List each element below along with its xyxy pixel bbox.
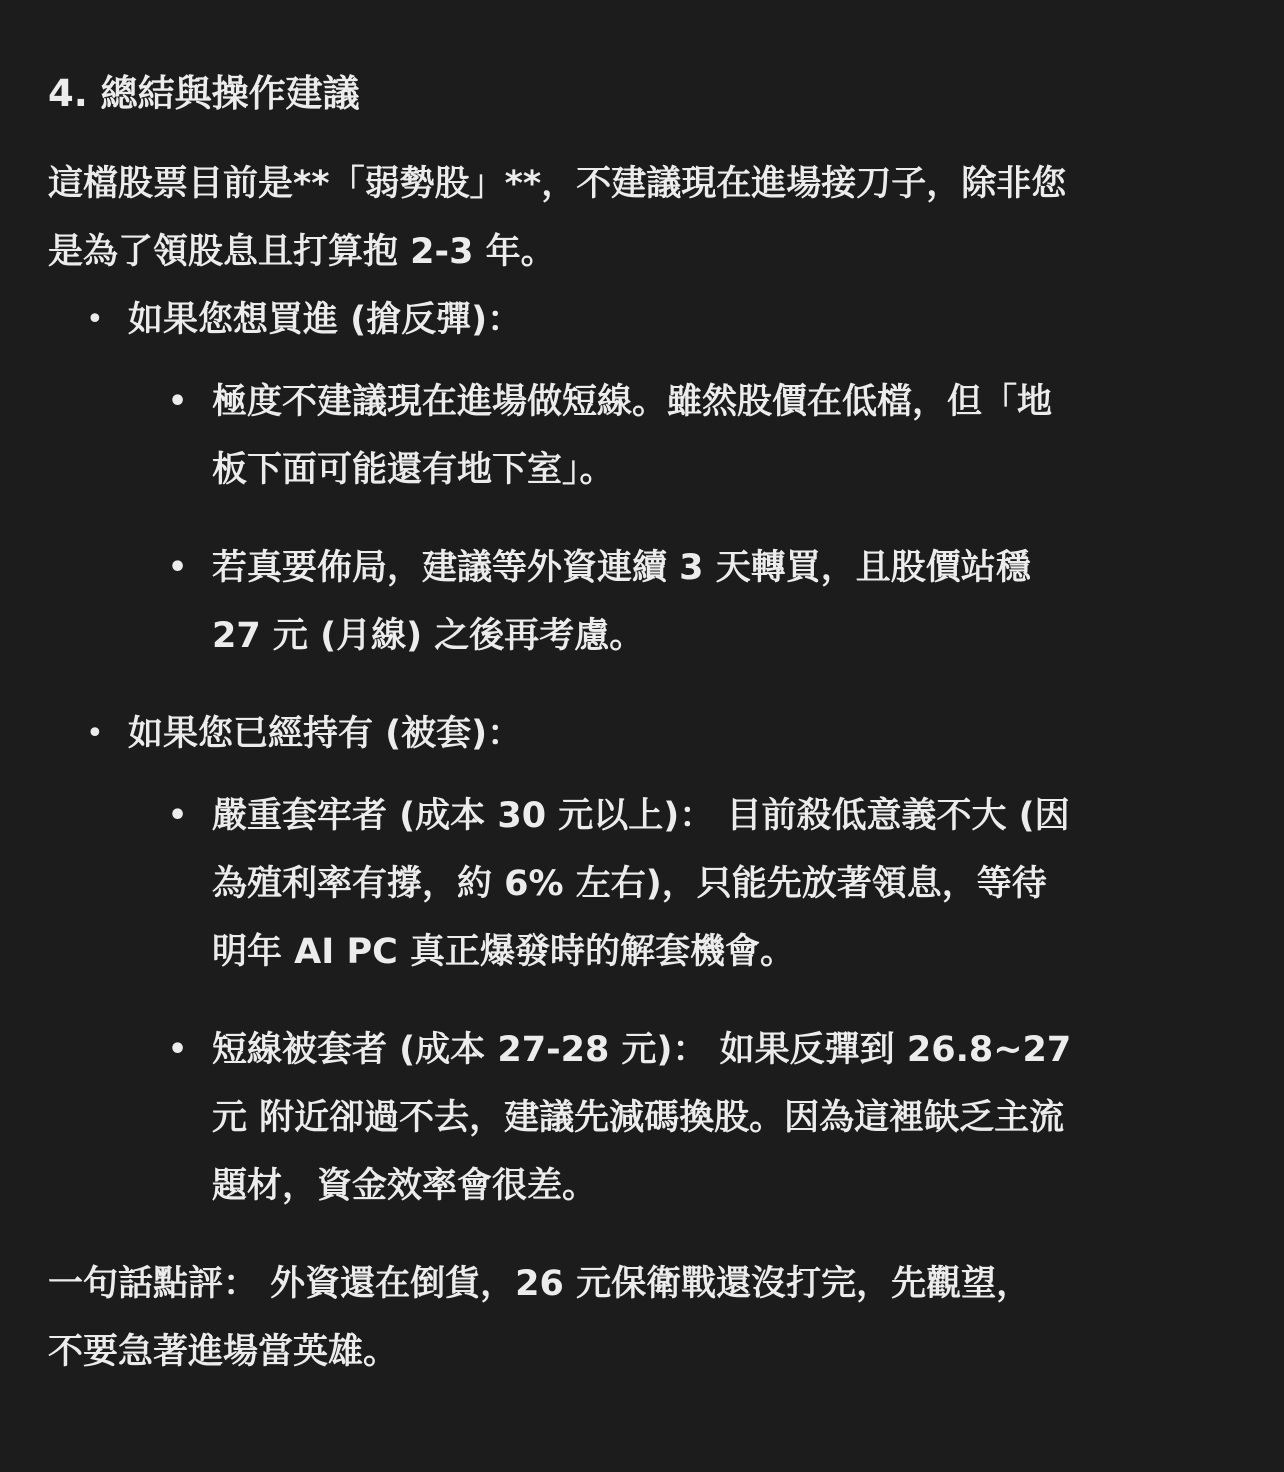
list-item-line: 題材，資金效率會很差。 [212,1166,598,1206]
bullet-icon: • [168,1032,188,1067]
list-item-line: 明年 AI PC 真正爆發時的解套機會。 [212,932,796,972]
list-item-line: 若真要佈局，建議等外資連續 3 天轉買，且股價站穩 [212,548,1031,588]
section-title-hold: 如果您已經持有 (被套)： [128,714,523,754]
list-item-line: 短線被套者 (成本 27-28 元)： 如果反彈到 26.8~27 [212,1030,1072,1070]
sub-list-hold [48,782,1238,1220]
section-heading: 4. 總結與操作建議 [48,72,360,115]
list-item-line: 板下面可能還有地下室」。 [212,450,615,490]
list-item-line: 極度不建議現在進場做短線。雖然股價在低檔，但「地 [212,382,1053,422]
list-item-line: 元 附近卻過不去，建議先減碼換股。因為這裡缺乏主流 [212,1098,1065,1138]
list-item [168,534,1238,670]
list-item [86,286,1238,354]
list-item [168,782,1238,986]
bullet-icon: • [168,384,188,419]
intro-line-2: 是為了領股息且打算抱 2-3 年。 [48,232,556,272]
bullet-icon: • [86,716,104,751]
section-title-buy: 如果您想買進 (搶反彈)： [128,300,523,340]
intro-paragraph [48,150,1238,286]
summary-paragraph [48,1250,1238,1386]
bullet-icon: • [168,798,188,833]
list-item [168,368,1238,504]
list-item [86,700,1238,768]
list-item-line: 27 元 (月線) 之後再考慮。 [212,616,645,656]
list-item-line: 為殖利率有撐，約 6% 左右)，只能先放著領息，等待 [212,864,1047,904]
intro-line-1: 這檔股票目前是**「弱勢股」**，不建議現在進場接刀子，除非您 [48,164,1067,204]
sub-list-buy [48,368,1238,670]
summary-line-1: 一句話點評： 外資還在倒貨，26 元保衛戰還沒打完，先觀望， [48,1264,1032,1304]
message-content [48,66,1238,1421]
list-item [168,1016,1238,1220]
option-section-hold [48,700,1238,1220]
list-item-line: 嚴重套牢者 (成本 30 元以上)： 目前殺低意義不大 (因 [212,796,1070,836]
bullet-icon: • [86,302,104,337]
summary-line-2: 不要急著進場當英雄。 [48,1332,399,1372]
option-section-buy [48,286,1238,670]
bullet-icon: • [168,550,188,585]
